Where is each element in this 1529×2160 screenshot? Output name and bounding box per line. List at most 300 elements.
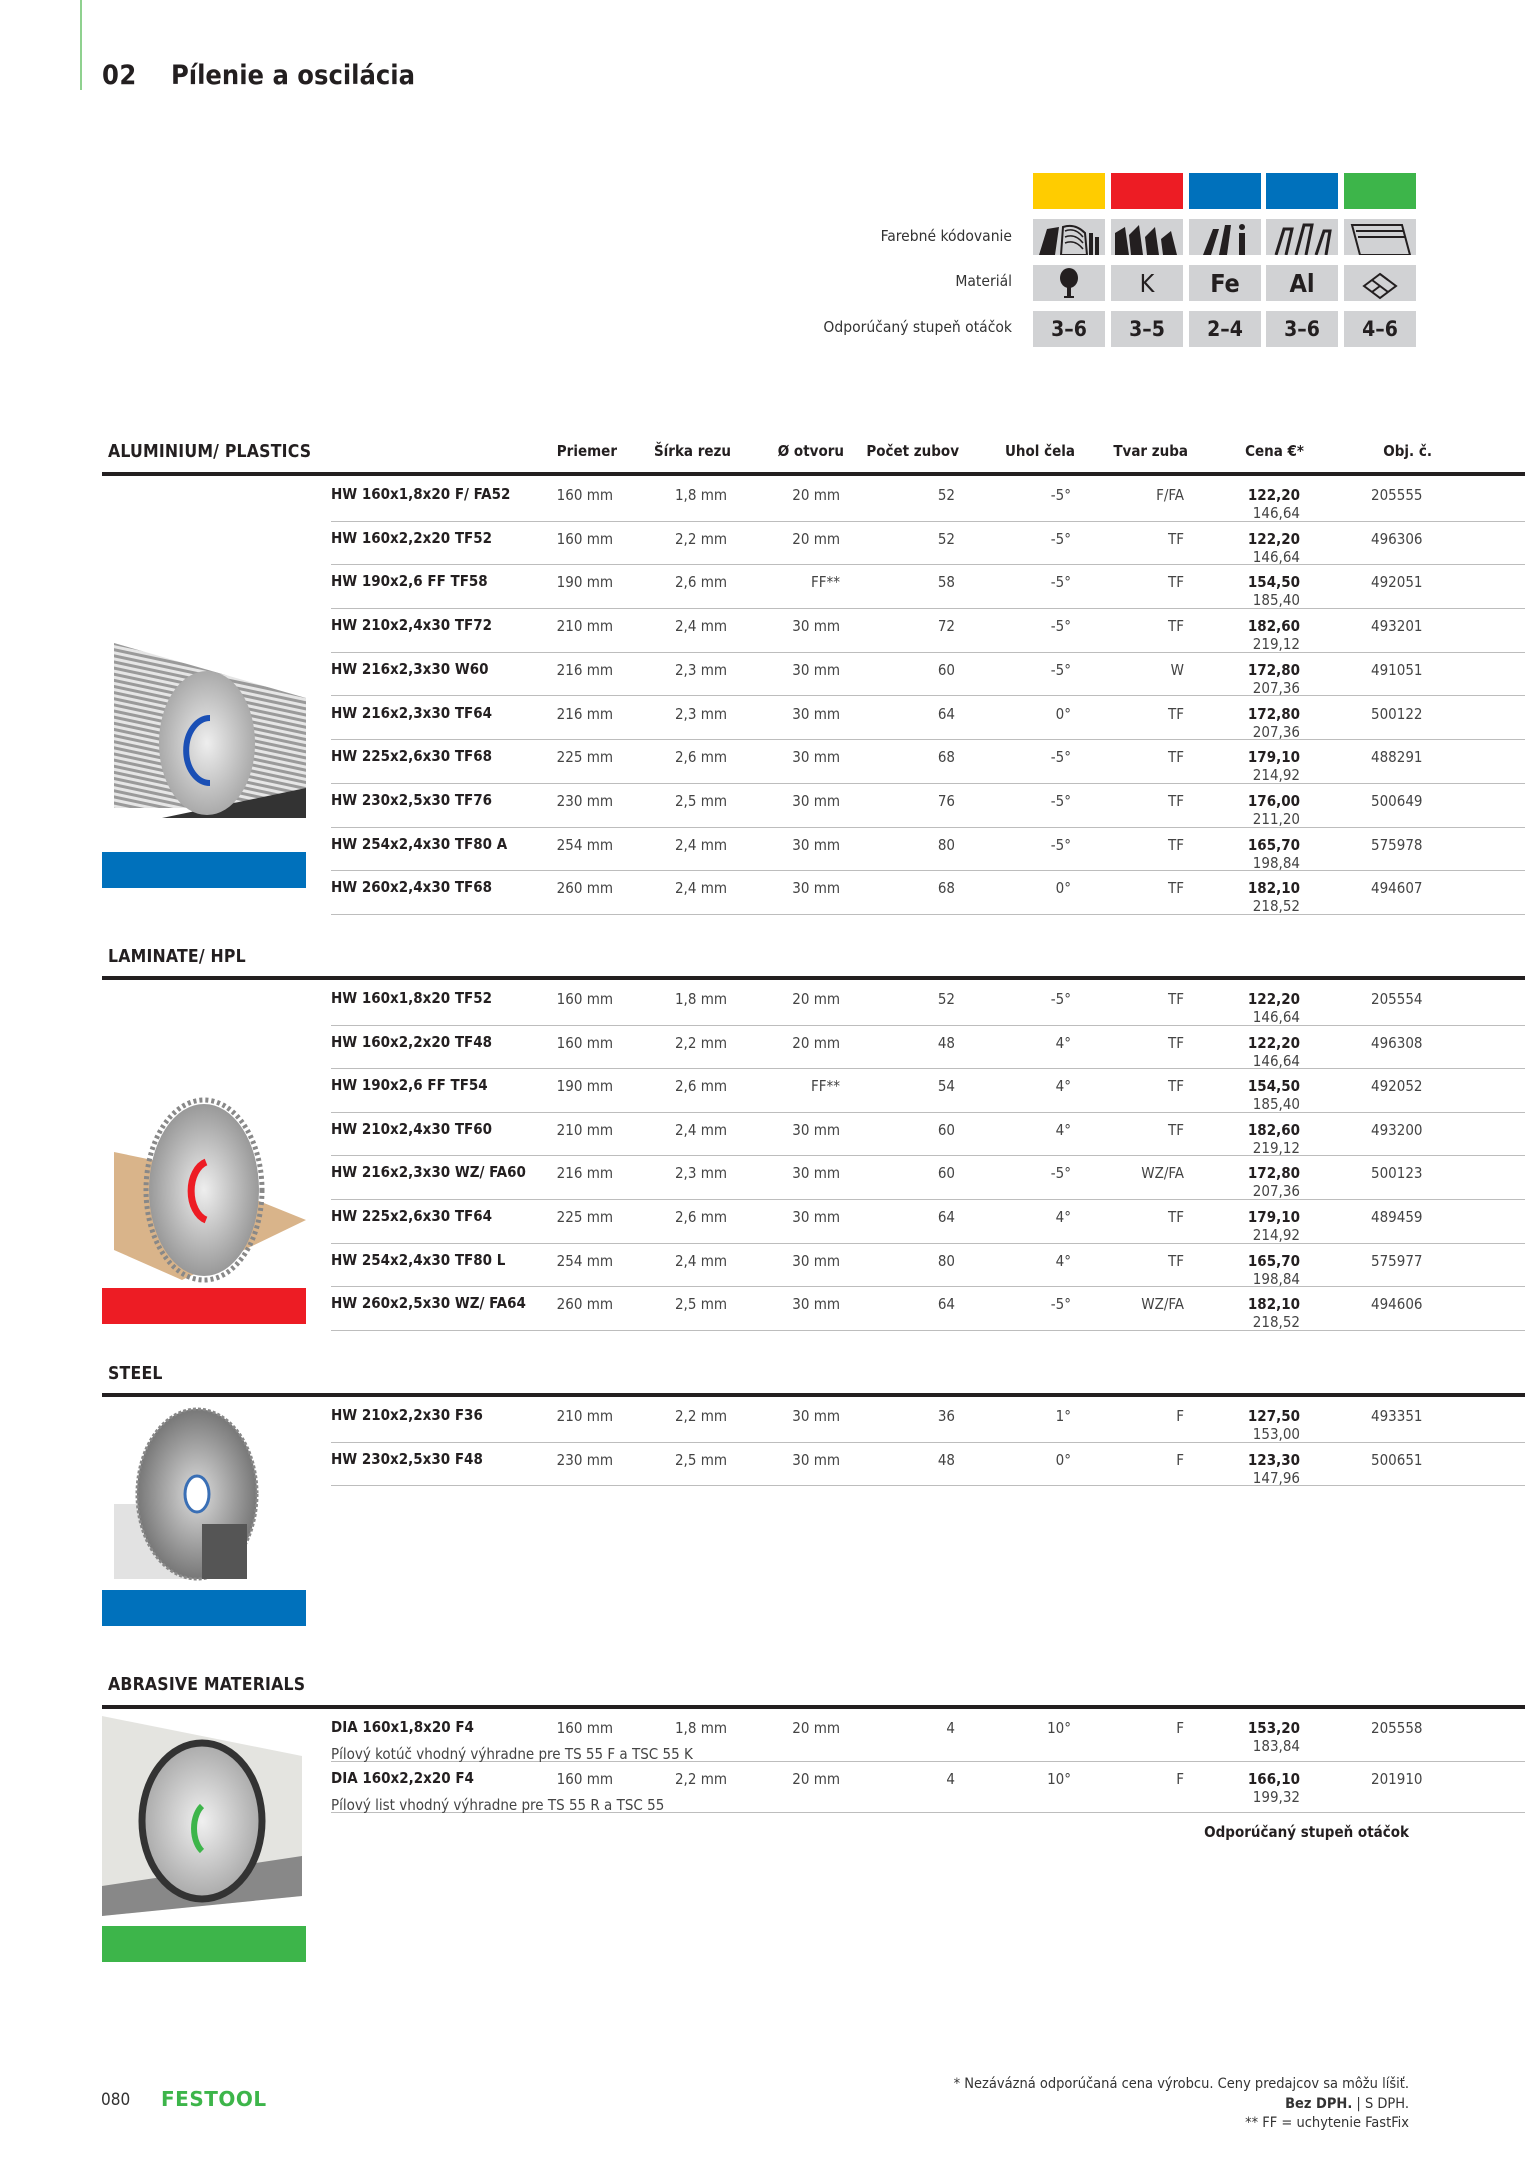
- order-number: 500122: [1371, 704, 1423, 723]
- cell-uhol: 4°: [1055, 1033, 1071, 1052]
- product-name: HW 225x2,6x30 TF64: [331, 1207, 493, 1225]
- cell-priemer: 230 mm: [556, 1450, 613, 1469]
- order-number: 500123: [1371, 1164, 1423, 1183]
- cell-priemer: 210 mm: [556, 1407, 613, 1425]
- rpm-value: 4–6: [1344, 311, 1416, 347]
- cell-pocet: 58: [937, 573, 955, 592]
- cell-uhol: 0°: [1055, 1450, 1071, 1469]
- price-gross: 185,40: [1252, 591, 1300, 610]
- cell-priemer: 254 mm: [556, 1251, 613, 1270]
- cell-sirka: 2,4 mm: [674, 617, 727, 636]
- product-name: HW 190x2,6 FF TF58: [331, 572, 488, 591]
- cell-uhol: 4°: [1055, 1208, 1071, 1226]
- cell-pocet: 4: [946, 1770, 955, 1788]
- cell-sirka: 2,3 mm: [674, 1164, 727, 1183]
- price-gross: 218,52: [1252, 1313, 1300, 1332]
- col-header-pocet: Počet zubov: [866, 442, 959, 460]
- legend-label-material: Materiál: [955, 272, 1012, 290]
- cell-tvar: TF: [1167, 617, 1184, 636]
- cell-pocet: 76: [937, 791, 955, 810]
- cell-otvor: 30 mm: [792, 1164, 840, 1183]
- product-name: HW 160x1,8x20 F/ FA52: [331, 485, 511, 503]
- cell-pocet: 60: [937, 660, 955, 679]
- order-number: 494607: [1371, 879, 1423, 898]
- cell-sirka: 2,2 mm: [674, 1033, 727, 1052]
- cell-otvor: 20 mm: [792, 529, 840, 548]
- section-rule: [102, 976, 1525, 980]
- cell-otvor: 30 mm: [792, 660, 840, 679]
- order-number: 496306: [1371, 529, 1423, 548]
- cell-otvor: 20 mm: [792, 990, 840, 1008]
- cell-pocet: 80: [937, 1251, 955, 1270]
- order-number: 493351: [1371, 1407, 1423, 1425]
- cell-pocet: 52: [937, 990, 955, 1008]
- cell-uhol: 10°: [1047, 1719, 1071, 1737]
- col-header-tvar: Tvar zuba: [1113, 442, 1188, 460]
- price-net: 182,10: [1247, 879, 1300, 898]
- cell-sirka: 2,5 mm: [674, 1450, 727, 1469]
- legend-swatch-green: [1344, 173, 1416, 209]
- cell-otvor: 30 mm: [792, 791, 840, 810]
- cell-pocet: 48: [937, 1033, 955, 1052]
- abrasive-blade-image: [102, 1716, 306, 1916]
- price-net: 122,20: [1247, 486, 1300, 504]
- price-net: 166,10: [1247, 1770, 1300, 1788]
- laminate-color-bar: [102, 1288, 306, 1324]
- price-gross: 214,92: [1252, 1226, 1300, 1244]
- col-header-otvor: Ø otvoru: [777, 442, 844, 460]
- cell-sirka: 2,4 mm: [674, 835, 727, 854]
- cell-pocet: 64: [937, 704, 955, 723]
- steel-profiles-icon: [1189, 219, 1261, 255]
- price-gross: 214,92: [1252, 766, 1300, 785]
- cell-sirka: 2,3 mm: [674, 660, 727, 679]
- cell-uhol: -5°: [1050, 791, 1071, 810]
- cell-otvor: 30 mm: [792, 617, 840, 636]
- price-net: 172,80: [1247, 1164, 1300, 1183]
- cell-tvar: TF: [1167, 1077, 1184, 1096]
- section-title: LAMINATE/ HPL: [108, 947, 246, 967]
- table-row: [331, 478, 1525, 522]
- table-row: [331, 1200, 1525, 1244]
- cell-tvar: TF: [1167, 704, 1184, 723]
- cell-priemer: 216 mm: [556, 704, 613, 723]
- price-net: 127,50: [1247, 1407, 1300, 1425]
- festool-logo: FESTOOL: [161, 2087, 267, 2111]
- product-name: HW 216x2,3x30 WZ/ FA60: [331, 1163, 526, 1182]
- cell-uhol: 0°: [1055, 879, 1071, 898]
- price-gross: 207,36: [1252, 678, 1300, 697]
- product-name: HW 210x2,4x30 TF72: [331, 616, 493, 635]
- cell-otvor: 30 mm: [792, 1251, 840, 1270]
- cell-otvor: 30 mm: [792, 835, 840, 854]
- steel-blade-image: [102, 1404, 306, 1604]
- product-name: HW 160x1,8x20 TF52: [331, 989, 493, 1007]
- price-gross: 183,84: [1252, 1737, 1300, 1755]
- cell-pocet: 68: [937, 748, 955, 767]
- cell-uhol: 4°: [1055, 1120, 1071, 1139]
- cell-uhol: -5°: [1050, 835, 1071, 854]
- cell-tvar: TF: [1167, 835, 1184, 854]
- section-title: STEEL: [108, 1364, 163, 1384]
- cell-sirka: 2,4 mm: [674, 879, 727, 898]
- price-gross: 199,32: [1252, 1788, 1300, 1806]
- cell-pocet: 72: [937, 617, 955, 636]
- cell-tvar: F: [1176, 1407, 1184, 1425]
- legend-swatch-blue-fe: [1189, 173, 1261, 209]
- cell-priemer: 210 mm: [556, 1120, 613, 1139]
- legend-swatch-yellow: [1033, 173, 1105, 209]
- cell-pocet: 36: [937, 1407, 955, 1425]
- cell-sirka: 2,6 mm: [674, 748, 727, 767]
- table-row: [331, 565, 1525, 609]
- section-rule: [102, 1393, 1525, 1397]
- product-name: HW 230x2,5x30 F48: [331, 1449, 483, 1468]
- cell-uhol: -5°: [1050, 748, 1071, 767]
- chapter-accent-line: [80, 0, 82, 90]
- cell-tvar: W: [1170, 660, 1184, 679]
- stone-icon: [1344, 265, 1416, 301]
- table-row: [331, 1399, 1525, 1443]
- cell-priemer: 160 mm: [556, 1033, 613, 1052]
- order-number: 488291: [1371, 748, 1423, 767]
- cell-priemer: 216 mm: [556, 660, 613, 679]
- cell-uhol: -5°: [1050, 486, 1071, 504]
- order-number: 205554: [1371, 990, 1423, 1008]
- price-gross: 218,52: [1252, 897, 1300, 916]
- cell-tvar: WZ/FA: [1141, 1164, 1184, 1183]
- product-name: DIA 160x2,2x20 F4: [331, 1769, 474, 1787]
- table-row: [331, 1762, 1525, 1813]
- cell-pocet: 64: [937, 1295, 955, 1314]
- product-name: HW 190x2,6 FF TF54: [331, 1076, 488, 1095]
- rpm-value: 2–4: [1189, 311, 1261, 347]
- cell-tvar: F: [1176, 1719, 1184, 1737]
- cell-otvor: 20 mm: [792, 1033, 840, 1052]
- cell-tvar: TF: [1167, 573, 1184, 592]
- product-name: HW 225x2,6x30 TF68: [331, 747, 493, 766]
- cell-sirka: 2,6 mm: [674, 1077, 727, 1096]
- aluminium-icon: Al: [1266, 265, 1338, 301]
- product-name: HW 216x2,3x30 TF64: [331, 703, 493, 722]
- price-net: 172,80: [1247, 704, 1300, 723]
- cell-tvar: F/FA: [1156, 486, 1184, 504]
- price-gross: 147,96: [1252, 1468, 1300, 1487]
- cell-sirka: 1,8 mm: [674, 486, 727, 504]
- cell-tvar: TF: [1167, 529, 1184, 548]
- order-number: 500649: [1371, 791, 1423, 810]
- cell-sirka: 1,8 mm: [674, 990, 727, 1008]
- cell-priemer: 230 mm: [556, 791, 613, 810]
- cell-uhol: 10°: [1047, 1770, 1071, 1788]
- cell-pocet: 80: [937, 835, 955, 854]
- footnote-price: * Nezávázná odporúčaná cena výrobcu. Ceny predajcov sa môžu líšiť.: [953, 2076, 1409, 2092]
- aluminium-color-bar: [102, 852, 306, 888]
- product-name: HW 160x2,2x20 TF48: [331, 1032, 493, 1051]
- section-rule: [102, 1705, 1525, 1709]
- price-net: 172,80: [1247, 660, 1300, 679]
- price-net: 165,70: [1247, 1251, 1300, 1270]
- cell-otvor: 20 mm: [792, 1770, 840, 1788]
- footnote-vat: [1285, 2096, 1409, 2112]
- cell-pocet: 48: [937, 1450, 955, 1469]
- cell-tvar: TF: [1167, 748, 1184, 767]
- price-net: 122,20: [1247, 990, 1300, 1008]
- table-row: [331, 1443, 1525, 1487]
- cell-pocet: 54: [937, 1077, 955, 1096]
- cell-uhol: -5°: [1050, 529, 1071, 548]
- cell-tvar: TF: [1167, 879, 1184, 898]
- product-note: Pílový list vhodný výhradne pre TS 55 R a TSC 55: [331, 1796, 665, 1814]
- page-number: 080: [101, 2090, 131, 2110]
- table-row: [331, 609, 1525, 653]
- cell-otvor: 30 mm: [792, 1120, 840, 1139]
- cell-otvor: 30 mm: [792, 704, 840, 723]
- col-header-uhol: Uhol čela: [1004, 442, 1075, 460]
- price-gross: 207,36: [1252, 722, 1300, 741]
- order-number: 496308: [1371, 1033, 1423, 1052]
- cell-uhol: -5°: [1050, 990, 1071, 1008]
- table-row: [331, 1026, 1525, 1070]
- aluminium-profiles-icon: [1266, 219, 1338, 255]
- price-gross: 219,12: [1252, 635, 1300, 654]
- table-row: [331, 1156, 1525, 1200]
- col-header-cena: Cena €*: [1245, 442, 1304, 460]
- product-name: HW 210x2,4x30 TF60: [331, 1119, 493, 1138]
- order-number: 492052: [1371, 1077, 1423, 1096]
- table-row: [331, 1069, 1525, 1113]
- cell-sirka: 1,8 mm: [674, 1719, 727, 1737]
- legend-label-rpm: Odporúčaný stupeň otáčok: [823, 318, 1012, 336]
- table-row: [331, 697, 1525, 741]
- chapter-number: 02: [102, 60, 137, 91]
- product-name: HW 160x2,2x20 TF52: [331, 528, 493, 547]
- price-gross: 146,64: [1252, 504, 1300, 522]
- rpm-value: 3–6: [1033, 311, 1105, 347]
- wood-materials-icon: [1033, 219, 1105, 255]
- price-net: 123,30: [1247, 1450, 1300, 1469]
- table-row: [331, 982, 1525, 1026]
- col-header-obj: Obj. č.: [1383, 442, 1432, 460]
- cell-priemer: 190 mm: [556, 1077, 613, 1096]
- cell-tvar: F: [1176, 1450, 1184, 1469]
- table-row: [331, 522, 1525, 566]
- cell-priemer: 260 mm: [556, 879, 613, 898]
- product-name: HW 210x2,2x30 F36: [331, 1406, 483, 1424]
- cell-priemer: 225 mm: [556, 1208, 613, 1226]
- product-name: HW 216x2,3x30 W60: [331, 659, 489, 678]
- cell-sirka: 2,2 mm: [674, 1770, 727, 1788]
- product-name: HW 260x2,4x30 TF68: [331, 878, 493, 897]
- cell-priemer: 160 mm: [556, 1770, 613, 1788]
- iron-icon: Fe: [1189, 265, 1261, 301]
- price-net: 122,20: [1247, 1033, 1300, 1052]
- cell-tvar: TF: [1167, 1033, 1184, 1052]
- order-number: 575978: [1371, 835, 1423, 854]
- cell-priemer: 160 mm: [556, 1719, 613, 1737]
- aluminium-blade-image: [102, 618, 306, 818]
- price-gross: 146,64: [1252, 547, 1300, 566]
- section-title: ABRASIVE MATERIALS: [108, 1675, 306, 1695]
- price-gross: 153,00: [1252, 1425, 1300, 1443]
- cell-pocet: 68: [937, 879, 955, 898]
- price-net: 176,00: [1247, 791, 1300, 810]
- cell-priemer: 254 mm: [556, 835, 613, 854]
- price-net: 153,20: [1247, 1719, 1300, 1737]
- cell-otvor: 20 mm: [792, 486, 840, 504]
- cell-pocet: 64: [937, 1208, 955, 1226]
- cell-priemer: 216 mm: [556, 1164, 613, 1183]
- product-name: HW 254x2,4x30 TF80 A: [331, 834, 508, 853]
- price-net: 182,60: [1247, 617, 1300, 636]
- price-gross: 198,84: [1252, 1269, 1300, 1288]
- cell-priemer: 160 mm: [556, 486, 613, 504]
- cell-priemer: 225 mm: [556, 748, 613, 767]
- legend-swatch-blue-al: [1266, 173, 1338, 209]
- cell-tvar: TF: [1167, 1208, 1184, 1226]
- cell-sirka: 2,6 mm: [674, 573, 727, 592]
- cell-sirka: 2,2 mm: [674, 1407, 727, 1425]
- price-gross: 207,36: [1252, 1182, 1300, 1201]
- cell-otvor: 30 mm: [792, 879, 840, 898]
- price-gross: 219,12: [1252, 1138, 1300, 1157]
- cell-sirka: 2,6 mm: [674, 1208, 727, 1226]
- abrasive-color-bar: [102, 1926, 306, 1962]
- cell-otvor: FF**: [810, 573, 840, 592]
- cell-uhol: 1°: [1055, 1407, 1071, 1425]
- legend-label-color-coding: Farebné kódovanie: [880, 227, 1012, 245]
- table-row: [331, 740, 1525, 784]
- order-number: 489459: [1371, 1208, 1423, 1226]
- rpm-footnote: Odporúčaný stupeň otáčok: [1204, 1823, 1409, 1841]
- cell-uhol: -5°: [1050, 660, 1071, 679]
- chapter-title: Pílenie a oscilácia: [171, 60, 415, 91]
- cell-priemer: 260 mm: [556, 1295, 613, 1314]
- cell-sirka: 2,4 mm: [674, 1251, 727, 1270]
- order-number: 492051: [1371, 573, 1423, 592]
- laminate-blade-image: [102, 1090, 306, 1290]
- cell-uhol: -5°: [1050, 573, 1071, 592]
- price-net: 154,50: [1247, 573, 1300, 592]
- footnote-fastfix: ** FF = uchytenie FastFix: [1245, 2115, 1409, 2131]
- cell-tvar: TF: [1167, 791, 1184, 810]
- cell-sirka: 2,5 mm: [674, 791, 727, 810]
- order-number: 491051: [1371, 660, 1423, 679]
- table-row: [331, 1287, 1525, 1331]
- cell-uhol: 4°: [1055, 1077, 1071, 1096]
- table-row: [331, 1711, 1525, 1762]
- section-title: ALUMINIUM/ PLASTICS: [108, 442, 312, 462]
- cell-otvor: 30 mm: [792, 1295, 840, 1314]
- legend-swatch-red: [1111, 173, 1183, 209]
- price-net: 122,20: [1247, 529, 1300, 548]
- product-name: HW 260x2,5x30 WZ/ FA64: [331, 1294, 526, 1313]
- cell-priemer: 210 mm: [556, 617, 613, 636]
- table-row: [331, 828, 1525, 872]
- cell-priemer: 190 mm: [556, 573, 613, 592]
- cell-otvor: FF**: [810, 1077, 840, 1096]
- cell-priemer: 160 mm: [556, 529, 613, 548]
- price-gross: 146,64: [1252, 1051, 1300, 1070]
- cell-uhol: -5°: [1050, 1164, 1071, 1183]
- price-net: 179,10: [1247, 1208, 1300, 1226]
- cell-tvar: WZ/FA: [1141, 1295, 1184, 1314]
- product-name: HW 254x2,4x30 TF80 L: [331, 1250, 506, 1269]
- product-name: DIA 160x1,8x20 F4: [331, 1718, 474, 1736]
- cell-tvar: F: [1176, 1770, 1184, 1788]
- section-rule: [102, 472, 1525, 476]
- plastic-k-icon: K: [1111, 265, 1183, 301]
- table-row: [331, 871, 1525, 915]
- col-header-sirka: Šírka rezu: [653, 442, 731, 460]
- cell-tvar: TF: [1167, 1120, 1184, 1139]
- cell-uhol: -5°: [1050, 1295, 1071, 1314]
- table-row: [331, 653, 1525, 697]
- price-net: 182,60: [1247, 1120, 1300, 1139]
- table-row: [331, 1244, 1525, 1288]
- cell-pocet: 60: [937, 1120, 955, 1139]
- order-number: 500651: [1371, 1450, 1423, 1469]
- cell-otvor: 30 mm: [792, 748, 840, 767]
- price-net: 182,10: [1247, 1295, 1300, 1314]
- cell-tvar: TF: [1167, 990, 1184, 1008]
- price-gross: 146,64: [1252, 1008, 1300, 1026]
- cell-pocet: 60: [937, 1164, 955, 1183]
- cell-priemer: 160 mm: [556, 990, 613, 1008]
- price-net: 154,50: [1247, 1077, 1300, 1096]
- price-gross: 198,84: [1252, 853, 1300, 872]
- footnote-vat-bold: Bez DPH.: [1285, 2096, 1353, 2112]
- tree-icon: [1033, 265, 1105, 301]
- steel-color-bar: [102, 1590, 306, 1626]
- cell-sirka: 2,2 mm: [674, 529, 727, 548]
- cell-sirka: 2,4 mm: [674, 1120, 727, 1139]
- order-number: 205558: [1371, 1719, 1423, 1737]
- order-number: 575977: [1371, 1251, 1423, 1270]
- order-number: 201910: [1371, 1770, 1423, 1788]
- cell-uhol: 4°: [1055, 1251, 1071, 1270]
- cell-uhol: -5°: [1050, 617, 1071, 636]
- plastic-panels-icon: [1111, 219, 1183, 255]
- rpm-value: 3–5: [1111, 311, 1183, 347]
- table-row: [331, 1113, 1525, 1157]
- rpm-value: 3–6: [1266, 311, 1338, 347]
- price-gross: 211,20: [1252, 809, 1300, 828]
- order-number: 493201: [1371, 617, 1423, 636]
- boards-icon: [1344, 219, 1416, 255]
- order-number: 494606: [1371, 1295, 1423, 1314]
- price-net: 179,10: [1247, 748, 1300, 767]
- cell-pocet: 52: [937, 486, 955, 504]
- footnote-vat-rest: | S DPH.: [1352, 2096, 1409, 2112]
- cell-otvor: 30 mm: [792, 1450, 840, 1469]
- product-name: HW 230x2,5x30 TF76: [331, 790, 493, 809]
- cell-uhol: 0°: [1055, 704, 1071, 723]
- cell-pocet: 52: [937, 529, 955, 548]
- cell-otvor: 30 mm: [792, 1208, 840, 1226]
- cell-sirka: 2,3 mm: [674, 704, 727, 723]
- price-net: 165,70: [1247, 835, 1300, 854]
- price-gross: 185,40: [1252, 1095, 1300, 1114]
- cell-otvor: 30 mm: [792, 1407, 840, 1425]
- cell-sirka: 2,5 mm: [674, 1295, 727, 1314]
- cell-tvar: TF: [1167, 1251, 1184, 1270]
- cell-otvor: 20 mm: [792, 1719, 840, 1737]
- order-number: 493200: [1371, 1120, 1423, 1139]
- cell-pocet: 4: [946, 1719, 955, 1737]
- order-number: 205555: [1371, 486, 1423, 504]
- col-header-priemer: Priemer: [556, 442, 617, 460]
